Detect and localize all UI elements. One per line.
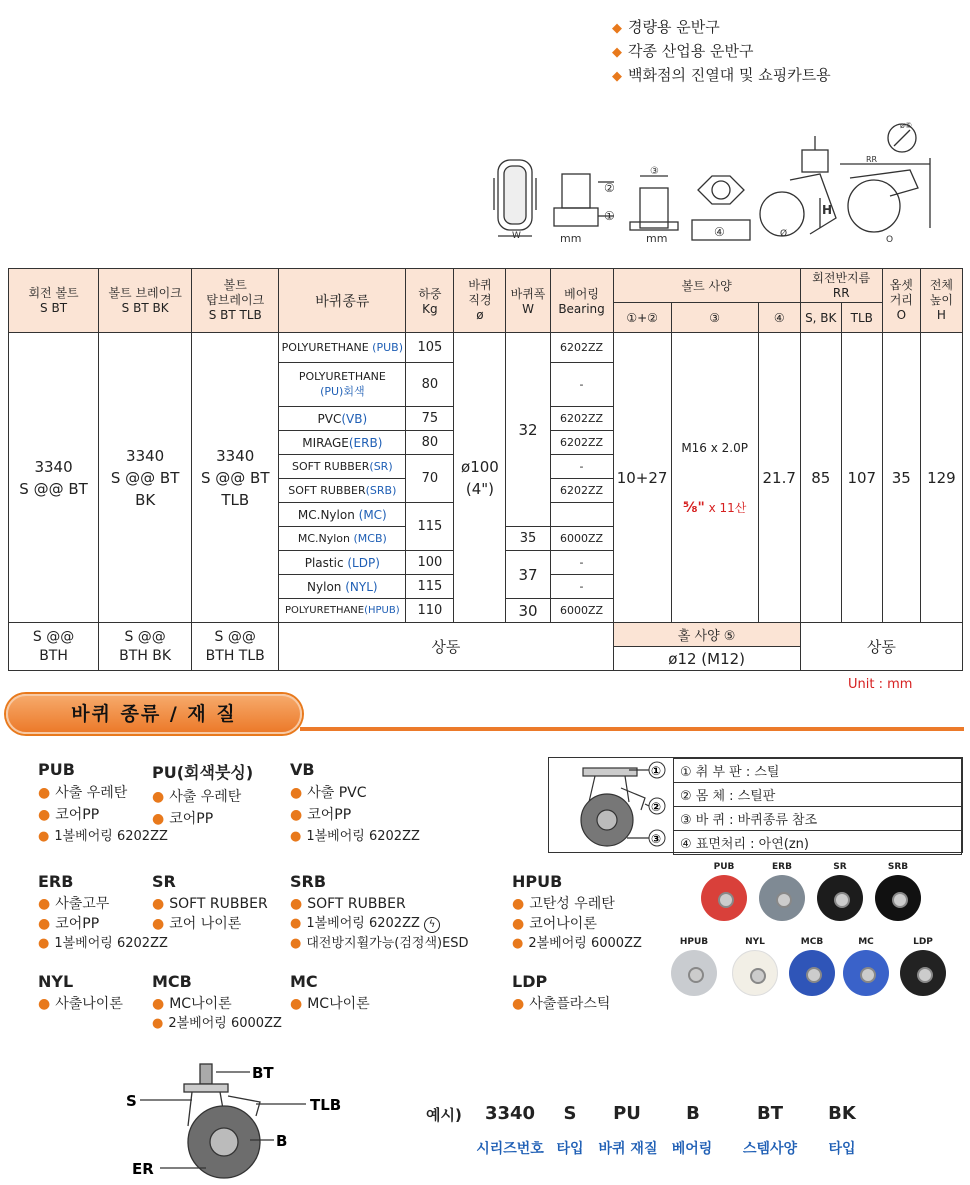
model3-code2: TLB [221, 490, 250, 509]
parts-row: ① 취 부 판 : 스틸 [674, 759, 962, 783]
bolt-3-inch: ⅝" [682, 499, 705, 516]
wheel-name: Nylon [307, 579, 346, 594]
dim-mm-label: mm [560, 232, 582, 245]
load-cell: 100 [406, 551, 454, 575]
header-wheel-type: 바퀴종류 [279, 269, 406, 333]
example-desc-material: 바퀴 재질 [598, 1141, 658, 1157]
header-load-unit: Kg [422, 302, 438, 316]
header-width: 바퀴폭 [510, 287, 546, 301]
caster-label-drawing [120, 1050, 360, 1180]
header-b12: ①+② [613, 303, 671, 333]
material-line: MC나이론 [307, 996, 370, 1012]
bolt-3-thread: x 11산 [704, 500, 747, 515]
header-bearing: 베어링 [564, 287, 599, 301]
wheel-thumbnail [668, 937, 720, 996]
parts-table [673, 758, 962, 855]
wheel-photo [701, 875, 747, 921]
material-mcb: MCB ● MC나이론 ● 2볼베어링 6000ZZ [152, 972, 282, 1031]
section-title: 바퀴 종류 / 재 질 [71, 703, 237, 725]
material-line: 1볼베어링 6202ZZ [306, 829, 420, 844]
header-col1-code: S BT [40, 300, 68, 315]
dim-o-label: O [886, 235, 894, 245]
model3: 3340 [216, 446, 255, 465]
material-code: PU(회색붓싱) [152, 763, 254, 782]
wheel-name: POLYURETHANE [285, 605, 365, 616]
load-cell: 115 [406, 503, 454, 551]
material-code: MCB [152, 972, 192, 991]
diamond-bullet-icon: ◆ [612, 69, 622, 84]
thumb-label: SRB [887, 862, 909, 872]
wheel-photo [875, 875, 921, 921]
thumb-label: SR [833, 862, 847, 872]
wheel-code: (HPUB) [364, 605, 400, 616]
example-label: 예시) [426, 1106, 462, 1124]
bearing-cell: 6202ZZ [550, 333, 613, 363]
header-tlb: TLB [841, 303, 882, 333]
thumb-label: ERB [772, 862, 792, 872]
wheel-code: (VB) [341, 411, 368, 426]
diamond-bullet-icon: ◆ [612, 21, 622, 36]
bearing-cell [550, 503, 613, 527]
wheel-thumbnail [729, 937, 781, 996]
model1-code: S @@ BT [19, 479, 88, 498]
load-cell: 70 [406, 455, 454, 503]
example-desc-type2: 타입 [828, 1141, 856, 1157]
load-cell: 80 [406, 431, 454, 455]
material-code: ERB [38, 872, 74, 891]
header-dia3: ø [476, 308, 484, 322]
dim-w-label: W [512, 231, 521, 241]
usage-item: ◆ 경량용 운반구 [612, 18, 720, 36]
wheel-photo [789, 950, 835, 996]
wheel-name: POLYURETHANE [298, 370, 386, 383]
bearing-cell: 6202ZZ [550, 431, 613, 455]
rr-sbk-value: 85 [800, 333, 841, 623]
width-35: 35 [506, 527, 550, 551]
material-line: 코어나이론 [529, 916, 597, 932]
bearing-cell: 6000ZZ [550, 599, 613, 623]
caster-dimension-drawing [490, 118, 950, 250]
thumb-label: LDP [913, 937, 933, 947]
thumb-label: MC [858, 937, 874, 947]
header-bearing2: Bearing [558, 302, 605, 316]
wheel-type-cell [279, 503, 406, 527]
wheel-thumbnail [897, 937, 949, 996]
header-offset3: O [896, 308, 907, 322]
caster-parts-drawing [549, 758, 673, 852]
wheel-thumbnail [814, 862, 866, 921]
material-line: 사출 우레탄 [55, 785, 128, 801]
header-sbk: S, BK [800, 303, 841, 333]
wheel-name: POLYURETHANE [281, 341, 373, 354]
bth-model2-code: BTH BK [119, 647, 172, 664]
hole-spec-value: ø12 (M12) [613, 647, 800, 671]
wheel-photo [671, 950, 717, 996]
wheel-code: (PU)회색 [320, 385, 365, 398]
material-line: 사출나이론 [55, 996, 123, 1012]
bolt-4-value: 21.7 [758, 333, 800, 623]
material-line: 코어PP [55, 916, 100, 932]
wheel-code: (MC) [358, 507, 387, 522]
wheel-type-cell [279, 479, 406, 503]
load-cell: 75 [406, 407, 454, 431]
header-height3: H [936, 308, 946, 322]
caster-label-bt: BT [252, 1064, 274, 1082]
thumb-label: PUB [713, 862, 735, 872]
model2: 3340 [126, 446, 165, 465]
material-line: 1볼베어링 6202ZZ [54, 829, 168, 844]
header-bolt: 볼트 사양 [613, 269, 800, 303]
header-col2: 볼트 브레이크 [108, 285, 182, 300]
wheel-code: (SR) [369, 460, 393, 473]
example-code-bearing: B [686, 1103, 700, 1124]
material-code: SR [152, 872, 176, 891]
caster-label-er: ER [132, 1160, 154, 1178]
antistatic-icon: ϟ [424, 917, 440, 933]
dim-2-label: ② [604, 181, 615, 195]
example-desc-series: 시리즈번호 [476, 1141, 544, 1157]
example-code-stem: BT [757, 1103, 783, 1124]
model1: 3340 [34, 457, 73, 476]
parts-row: ② 몸 체 : 스틸판 [674, 783, 962, 807]
thumb-label: HPUB [679, 937, 709, 947]
wheel-photo [843, 950, 889, 996]
wheel-type-cell [279, 575, 406, 599]
wheel-name: MIRAGE [302, 435, 349, 450]
header-col3-code: S BT TLB [208, 308, 262, 322]
material-line: 1볼베어링 6202ZZ [306, 916, 420, 931]
load-cell: 105 [406, 333, 454, 363]
dim-phi-label: Ø [780, 229, 788, 239]
diameter-inch: (4") [465, 479, 495, 498]
material-code: NYL [38, 972, 74, 991]
wheel-photo [759, 875, 805, 921]
model3-code: S @@ BT [200, 468, 270, 487]
wheel-code: (LDP) [347, 555, 380, 570]
wheel-thumbnail [840, 937, 892, 996]
material-line: SOFT RUBBER [169, 896, 268, 912]
wheel-name: Plastic [304, 555, 348, 570]
material-line: 사출플라스틱 [529, 996, 611, 1012]
diamond-bullet-icon: ◆ [612, 45, 622, 60]
width-30: 30 [506, 599, 550, 623]
wheel-photo [900, 950, 946, 996]
wheel-code: (PUB) [372, 341, 403, 354]
wheel-type-cell [279, 333, 406, 363]
bearing-cell: 6000ZZ [550, 527, 613, 551]
material-nyl: NYL ● 사출나이론 [38, 972, 123, 1012]
header-load: 하중 [418, 287, 442, 301]
material-line: 코어 나이론 [169, 916, 242, 932]
example-desc-stem: 스템사양 [742, 1141, 798, 1157]
material-line: 사출 PVC [307, 785, 367, 801]
example-code-material: PU [613, 1103, 641, 1124]
header-b3: ③ [671, 303, 758, 333]
header-col3-sub: 탑브레이크 [206, 293, 265, 307]
material-line: 사출 우레탄 [169, 789, 242, 805]
wheel-type-cell [279, 599, 406, 623]
parts-row: ④ 표면처리 : 아연(zn) [674, 831, 962, 855]
caster-label-b: B [276, 1132, 288, 1150]
dim-h-label: H [822, 203, 833, 217]
dim-rr-label: RR [866, 155, 878, 164]
dim-5-label: ø⑤ [900, 121, 913, 130]
wheel-name: PVC [317, 411, 342, 426]
material-line: 대전방지휠가능(검정색)ESD [306, 936, 469, 951]
bth-model3: S @@ [214, 628, 256, 645]
bth-model1: S @@ [32, 628, 75, 645]
wheel-thumbnail [872, 862, 924, 921]
wheel-thumbnail [756, 862, 808, 921]
header-rr: 회전반지름 [812, 270, 871, 285]
rr-tlb-value: 107 [841, 333, 882, 623]
material-erb: ERB ● 사출고무 ● 코어PP ● 1볼베어링 6202ZZ [38, 872, 168, 951]
wheel-thumbnail [786, 937, 838, 996]
usage-item: ◆ 각종 산업용 운반구 [612, 42, 754, 60]
wheel-type-cell [279, 455, 406, 479]
material-mc: MC ● MC나이론 [290, 972, 370, 1012]
wheel-code: (SRB) [365, 484, 397, 497]
wheel-name: SOFT RUBBER [292, 460, 370, 473]
material-hpub: HPUB ● 고탄성 우레탄 ● 코어나이론 ● 2볼베어링 6000ZZ [512, 872, 642, 951]
header-b4: ④ [758, 303, 800, 333]
hole-spec-header: 홀 사양 ⑤ [613, 623, 800, 647]
parts-spec-box [548, 757, 963, 853]
diameter-value: ø100 [461, 457, 499, 476]
header-offset2: 거리 [889, 293, 913, 307]
header-dia2: 직경 [468, 293, 492, 307]
material-line: SOFT RUBBER [307, 896, 406, 912]
wheel-code: (MCB) [353, 532, 387, 545]
material-code: HPUB [512, 872, 563, 891]
header-height: 전체 [929, 278, 953, 292]
wheel-photo [817, 875, 863, 921]
material-sr: SR ● SOFT RUBBER ● 코어 나이론 [152, 872, 268, 932]
header-rr2: RR [832, 285, 850, 300]
load-cell: 80 [406, 363, 454, 407]
material-line: 코어PP [169, 811, 214, 827]
dim-4-label: ④ [714, 225, 725, 239]
same-as-above: 상동 [800, 623, 962, 671]
wheel-thumbnail [698, 862, 750, 921]
material-line: 2볼베어링 6000ZZ [528, 936, 642, 951]
load-cell: 115 [406, 575, 454, 599]
thumb-label: NYL [745, 937, 765, 947]
wheel-name: SOFT RUBBER [288, 484, 366, 497]
unit-label: Unit : mm [848, 677, 913, 692]
bth-model2: S @@ [124, 628, 166, 645]
wheel-type-cell [279, 551, 406, 575]
material-line: 1볼베어링 6202ZZ [54, 936, 168, 951]
dim-3-label: ③ [650, 166, 659, 177]
dim-1-label: ① [604, 209, 615, 223]
header-height2: 높이 [929, 293, 953, 307]
usage-list [612, 16, 831, 88]
material-code: LDP [512, 972, 548, 991]
header-width2: W [522, 302, 534, 316]
header-col1: 회전 볼트 [28, 285, 79, 300]
bolt-12-value: 10+27 [613, 333, 671, 623]
caster-label-tlb: TLB [310, 1096, 342, 1114]
example-desc-type: 타입 [556, 1141, 584, 1157]
width-37: 37 [506, 551, 550, 599]
material-line: 고탄성 우레탄 [529, 896, 615, 912]
example-desc-bearing: 베어링 [671, 1141, 713, 1157]
wheel-type-cell [279, 363, 406, 407]
wheel-type-cell [279, 407, 406, 431]
material-code: VB [290, 760, 315, 779]
example-code-type2: BK [828, 1103, 856, 1124]
material-line: 사출고무 [55, 896, 110, 912]
dim-mm-label: mm [646, 232, 668, 245]
wheel-name: MC.Nylon [297, 532, 354, 545]
material-srb: SRB ● SOFT RUBBER ● 1볼베어링 6202ZZ ϟ ● 대전방지휠가능(검정색)ESD [290, 872, 469, 951]
usage-item: ◆ 백화점의 진열대 및 쇼핑카트용 [612, 66, 831, 84]
bearing-cell: - [550, 575, 613, 599]
spec-table [8, 268, 963, 671]
material-vb: VB ● 사출 PVC ● 코어PP ● 1볼베어링 6202ZZ [290, 760, 420, 844]
material-line: 코어PP [55, 807, 100, 823]
material-line: 코어PP [307, 807, 352, 823]
wheel-type-cell [279, 431, 406, 455]
material-code: SRB [290, 872, 327, 891]
bearing-cell: - [550, 363, 613, 407]
header-offset: 옵셋 [889, 278, 913, 292]
callout-1: ① [651, 764, 662, 778]
caster-label-s: S [126, 1092, 137, 1110]
example-code-type: S [563, 1103, 577, 1124]
wheel-code: (ERB) [348, 435, 383, 450]
offset-value: 35 [882, 333, 920, 623]
wheel-code: (NYL) [345, 579, 378, 594]
section-divider [300, 727, 964, 731]
section-banner [6, 694, 302, 734]
model2-code: S @@ BT [110, 468, 180, 487]
height-value: 129 [920, 333, 962, 623]
header-col2-code: S BT BK [121, 300, 169, 315]
material-pu: PU(회색붓싱) ● 사출 우레탄 ● 코어PP [152, 760, 253, 830]
callout-3: ③ [651, 832, 662, 846]
material-line: 2볼베어링 6000ZZ [168, 1016, 282, 1031]
bearing-cell: - [550, 455, 613, 479]
material-pub: PUB ● 사출 우레탄 ● 코어PP ● 1볼베어링 6202ZZ [38, 760, 168, 844]
material-code: MC [290, 972, 318, 991]
header-dia: 바퀴 [468, 278, 492, 292]
wheel-name: MC.Nylon [297, 507, 359, 522]
model2-code2: BK [135, 490, 156, 509]
load-cell: 110 [406, 599, 454, 623]
wheel-photo [732, 950, 778, 996]
bearing-cell: - [550, 551, 613, 575]
example-code-series: 3340 [484, 1103, 536, 1124]
bearing-cell: 6202ZZ [550, 407, 613, 431]
material-line: MC나이론 [169, 996, 232, 1012]
width-32: 32 [506, 333, 550, 527]
parts-row: ③ 바 퀴 : 바퀴종류 참조 [674, 807, 962, 831]
thumb-label: MCB [800, 937, 824, 947]
material-ldp: LDP ● 사출플라스틱 [512, 972, 611, 1012]
callout-2: ② [651, 800, 662, 814]
bth-model3-code: BTH TLB [205, 647, 265, 664]
bth-model1-code: BTH [39, 647, 68, 664]
header-col3: 볼트 [223, 278, 247, 292]
wheel-type-cell [279, 527, 406, 551]
same-as-above: 상동 [279, 623, 613, 671]
material-code: PUB [38, 760, 75, 779]
bearing-cell: 6202ZZ [550, 479, 613, 503]
bolt-3-value: M16 x 2.0P [681, 440, 748, 455]
